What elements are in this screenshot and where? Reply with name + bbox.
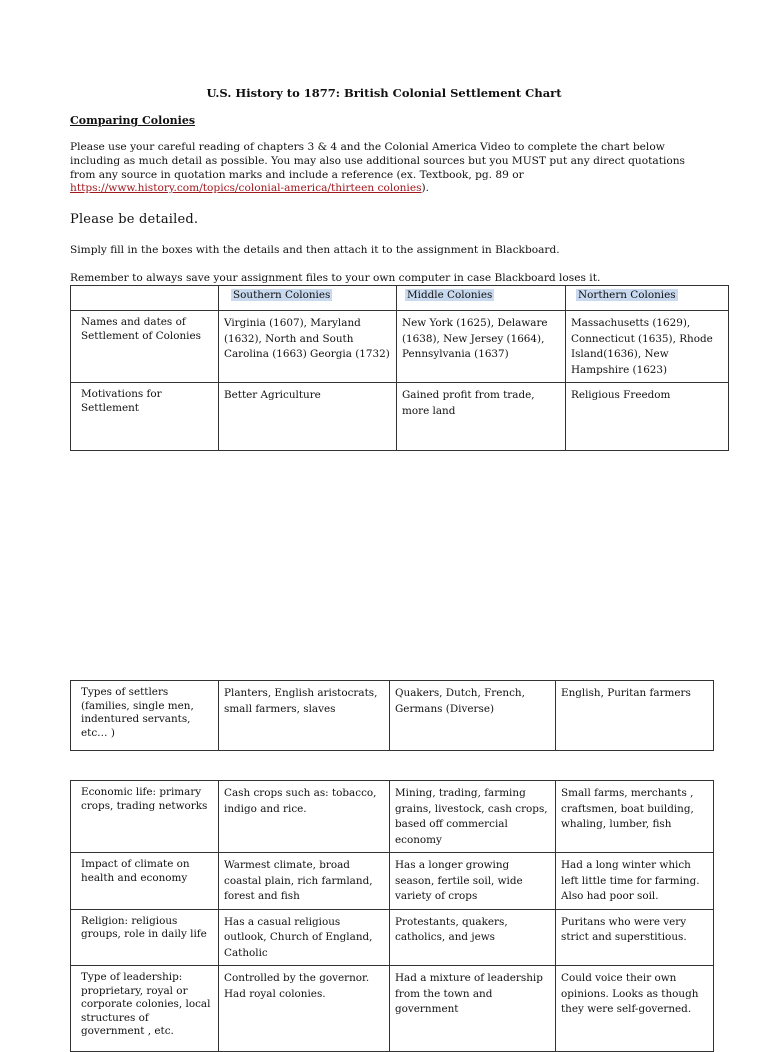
northern-cell[interactable]: English, Puritan farmers [556, 681, 714, 751]
header-cell-northern [566, 286, 729, 311]
instruction-text: Simply fill in the boxes with the details and then attach it to the assignment in Blackboard. [70, 244, 560, 256]
reminder-text: Remember to always save your assignment files to your own computer in case Blackboard loses it. [70, 272, 601, 284]
emphasis-text: Please be detailed. [70, 212, 199, 227]
southern-cell[interactable]: Better Agriculture [219, 383, 397, 451]
table-row [71, 909, 714, 966]
section-heading: Comparing Colonies [70, 114, 196, 127]
settlement-table-part-1 [70, 285, 729, 451]
row-label: Economic life: primary crops, trading networks [71, 781, 219, 853]
middle-cell[interactable]: Protestants, quakers, catholics, and jews [390, 909, 556, 966]
northern-cell[interactable]: Puritans who were very strict and superstitious. [556, 909, 714, 966]
row-label: Impact of climate on health and economy [71, 853, 219, 910]
northern-cell[interactable]: Had a long winter which left little time for farming. Also had poor soil. [556, 853, 714, 910]
table-row [71, 681, 714, 751]
header-cell-blank [71, 286, 219, 311]
header-cell-middle [397, 286, 566, 311]
row-label: Type of leadership: proprietary, royal or corporate colonies, local structures of government , etc. [71, 966, 219, 1052]
table-row [71, 311, 729, 383]
row-label: Types of settlers (families, single men, indentured servants, etc… ) [71, 681, 219, 751]
southern-cell[interactable]: Cash crops such as: tobacco, indigo and rice. [219, 781, 390, 853]
middle-cell[interactable]: Had a mixture of leadership from the town and government [390, 966, 556, 1052]
header-cell-southern [219, 286, 397, 311]
row-label: Names and dates of Settlement of Colonies [71, 311, 219, 383]
northern-cell[interactable]: Could voice their own opinions. Looks as though they were self-governed. [556, 966, 714, 1052]
middle-cell[interactable]: New York (1625), Delaware (1638), New Jersey (1664), Pennsylvania (1637) [397, 311, 566, 383]
row-label: Motivations for Settlement [71, 383, 219, 451]
middle-cell[interactable]: Has a longer growing season, fertile soil, wide variety of crops [390, 853, 556, 910]
southern-cell[interactable]: Controlled by the governor. Had royal colonies. [219, 966, 390, 1052]
southern-cell[interactable]: Virginia (1607), Maryland (1632), North and South Carolina (1663) Georgia (1732) [219, 311, 397, 383]
table-row [71, 383, 729, 451]
northern-cell[interactable]: Small farms, merchants , craftsmen, boat building, whaling, lumber, fish [556, 781, 714, 853]
header-southern: Southern Colonies [233, 289, 331, 301]
middle-cell[interactable]: Mining, trading, farming grains, livestock, cash crops, based off commercial economy [390, 781, 556, 853]
page-title: U.S. History to 1877: British Colonial Settlement Chart [206, 86, 562, 100]
table-row [71, 853, 714, 910]
southern-cell[interactable]: Has a casual religious outlook, Church of England, Catholic [219, 909, 390, 966]
settlement-table-part-3 [70, 780, 714, 1052]
table-row [71, 781, 714, 853]
middle-cell[interactable]: Gained profit from trade, more land [397, 383, 566, 451]
settlement-table-part-2 [70, 680, 714, 751]
southern-cell[interactable]: Planters, English aristocrats, small farmers, slaves [219, 681, 390, 751]
intro-end: ). [421, 182, 430, 195]
northern-cell[interactable]: Massachusetts (1629), Connecticut (1635), Rhode Island(1636), New Hampshire (1623) [566, 311, 729, 383]
history-link[interactable]: https://www.history.com/topics/colonial-america/thirteen colonies [70, 182, 422, 195]
header-northern: Northern Colonies [578, 289, 676, 301]
intro-text: Please use your careful reading of chapters 3 & 4 and the Colonial America Video to complete the chart below including as much detail as possible. You may also use additional sources but you MUST put any direct quotations from any source in quotation marks and include a reference (ex. Textbook, pg. 89 or [70, 141, 685, 181]
northern-cell[interactable]: Religious Freedom [566, 383, 729, 451]
row-label: Religion: religious groups, role in daily life [71, 909, 219, 966]
intro-paragraph [70, 141, 700, 196]
middle-cell[interactable]: Quakers, Dutch, French, Germans (Diverse) [390, 681, 556, 751]
southern-cell[interactable]: Warmest climate, broad coastal plain, rich farmland, forest and fish [219, 853, 390, 910]
table-row [71, 966, 714, 1052]
header-middle: Middle Colonies [407, 289, 493, 301]
table-header-row [71, 286, 729, 311]
